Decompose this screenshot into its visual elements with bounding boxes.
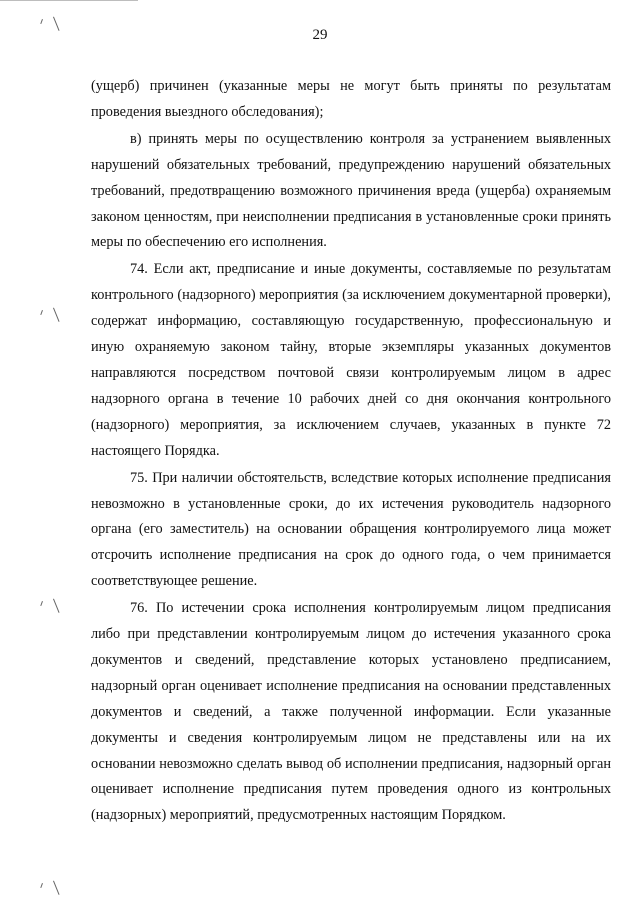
binding-hole-mark [38, 596, 62, 626]
page-number: 29 [312, 27, 328, 43]
body-text [91, 74, 611, 829]
binding-hole-mark [38, 876, 62, 906]
paragraph: 75. При наличии обстоятельств, вследствие которых исполнение предписания невозможно в установленные сроки, до их истечения руководитель надзорного органа (его заместитель) на основании обращения контролируемого лица может отсрочить исполнение предписания на срок до одного года, о чем принимается соответствующее решение. [91, 469, 611, 590]
paragraph: 76. По истечении срока исполнения контролируемым лицом предписания либо при представлении контролируемым лицом до истечения указанного срока документов и сведений, представление которых установлено предписанием, надзорный орган оценивает исполнение предписания на основании представленных документов и сведений, а также полученной информации. Если указанные документы и сведения контролируемым лицом не представлены или на их основании невозможно сделать вывод об исполнении предписания, надзорный орган оценивает исполнение предписания путем проведения одного из контрольных (надзорных) мероприятий, предусмотренных настоящим Порядком. [91, 600, 611, 824]
paragraph: (ущерб) причинен (указанные меры не могут быть приняты по результатам проведения выездного обследования); [91, 78, 611, 120]
binding-hole-mark [38, 305, 62, 335]
paragraph: 74. Если акт, предписание и иные документы, составляемые по результатам контрольного (надзорного) мероприятия (за исключением документарной проверки), содержат информацию, составляющую государственную, профессиональную и иную охраняемую законом тайну, вторые экземпляры указанных документов направляются посредством почтовой связи контролируемым лицом в адрес надзорного органа в течение 10 рабочих дней со дня окончания контрольного (надзорного) мероприятия, за исключением случаев, указанных в пункте 72 настоящего Порядка. [91, 261, 611, 459]
top-rule [0, 0, 138, 1]
paragraph: в) принять меры по осуществлению контроля за устранением выявленных нарушений обязательных требований, предупреждению нарушений обязательных требований, предотвращению возможного причинения вреда (ущерба) охраняемым законом ценностям, при неисполнении предписания в установленные сроки принять меры по обеспечению его исполнения. [91, 130, 611, 251]
